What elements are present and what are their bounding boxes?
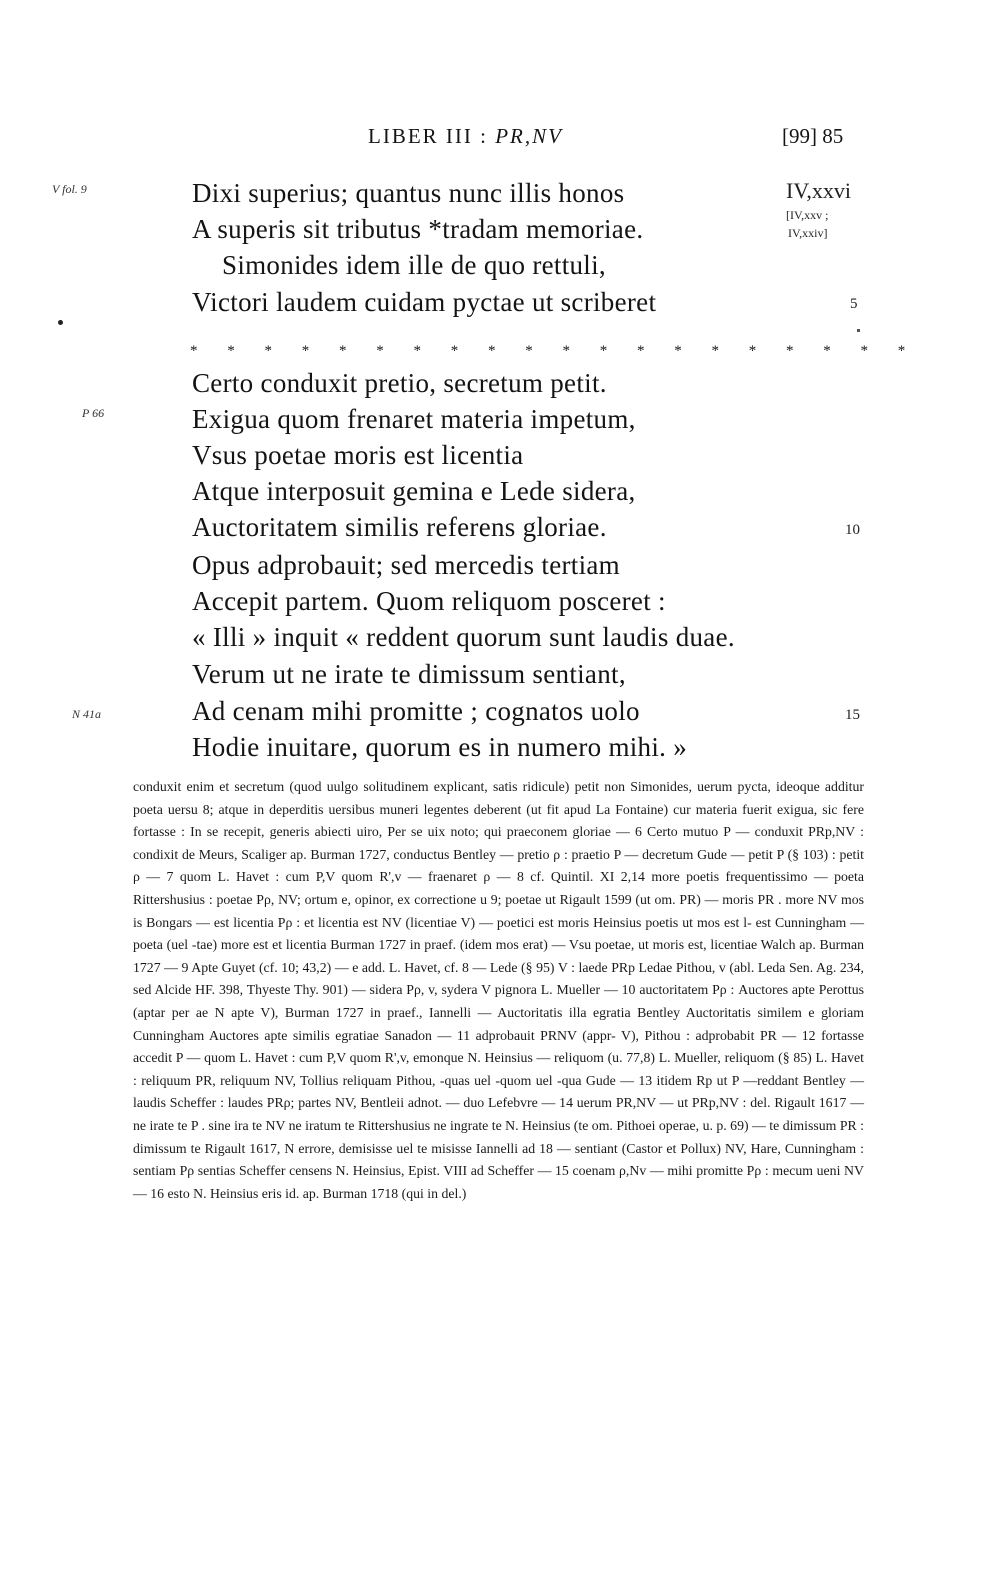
margin-ref-right: [IV,xxv ; bbox=[786, 208, 829, 222]
verse-line: Ad cenam mihi promitte ; cognatos uolo bbox=[192, 696, 640, 726]
margin-mark bbox=[857, 329, 860, 332]
verse-line: Atque interposuit gemina e Lede sidera, bbox=[192, 476, 636, 506]
running-title bbox=[368, 124, 563, 149]
page-number: [99] 85 bbox=[782, 124, 844, 148]
verse-line: Vsus poetae moris est licentia bbox=[192, 440, 524, 470]
margin-ref-right: IV,xxvi bbox=[786, 178, 851, 203]
margin-mark bbox=[58, 320, 63, 325]
verse-line: A superis sit tributus *tradam memoriae. bbox=[192, 214, 644, 244]
running-header bbox=[0, 124, 1000, 154]
verse-line: Hodie inuitare, quorum es in numero mihi. » bbox=[192, 732, 688, 762]
verse-line: Exigua quom frenaret materia impetum, bbox=[192, 404, 636, 434]
margin-note-left: V fol. 9 bbox=[52, 182, 87, 196]
line-number: 5 bbox=[850, 296, 858, 312]
verse-line: Verum ut ne irate te dimissum sentiant, bbox=[192, 659, 626, 689]
verse-line: Victori laudem cuidam pyctae ut scriberet bbox=[192, 287, 657, 317]
verse-line: Auctoritatem similis referens gloriae. bbox=[192, 512, 607, 542]
running-title-sigla: PR,NV bbox=[495, 124, 563, 148]
verse-line: Accepit partem. Quom reliquom posceret : bbox=[192, 586, 666, 616]
line-number: 15 bbox=[845, 707, 860, 723]
line-number: 10 bbox=[845, 522, 860, 538]
margin-note-left: N 41a bbox=[72, 707, 102, 721]
running-title-text: LIBER III : bbox=[368, 124, 496, 148]
verse-line: Opus adprobauit; sed mercedis tertiam bbox=[192, 550, 620, 580]
verse-line: « Illi » inquit « reddent quorum sunt laudis duae. bbox=[192, 622, 735, 652]
margin-ref-right: IV,xxiv] bbox=[788, 226, 828, 240]
verse-line: Dixi superius; quantus nunc illis honos bbox=[192, 178, 625, 208]
margin-note-left: P 66 bbox=[82, 406, 105, 420]
verse-line: Simonides idem ille de quo rettuli, bbox=[222, 250, 606, 280]
critical-apparatus: conduxit enim et secretum (quod uulgo solitudinem explicant, satis ridicule) petit non Simonides, uerum pycta, ideoque additur poeta uersu 8; atque in deperditis uersibus muneri legentes deberent (ut fit apud La Fontaine) cur materia fuerit exigua, sic fere fortasse : In se recepit, generis abiecti uiro, Per se uix noto; qui praeconem gloriae — 6 Certo mutuo P — conduxit PRp,NV : condixit de Meurs, Scaliger ap. Burman 1727, conductus Bentley — pretio ρ : praetio P — decretum Gude — petit P (§ 103) : petit ρ — 7 quom L. Havet : cum P,V quom R',v — fraenaret ρ — 8 cf. Quintil. XI 2,14 more poetis frequentissimo — poeta Rittershusius : poetae Pρ, NV; ortum e, opinor, ex correctione u 9; poetae ut Rigault 1599 (ut om. PR) — moris PR . more NV mos is Bongars — est licentia Pρ : et licentia est NV (licentiae V) — poetici est moris Heinsius poetis ut mos est l- est Cunningham — poeta (uel -tae) more est et licentia Burman 1727 in praef. (idem mos erat) — Vsu poetae, ut moris est, licentiae Walch ap. Burman 1727 — 9 Apte Guyet (cf. 10; 43,2) — e add. L. Havet, cf. 8 — Lede (§ 95) V : laede PRp Ledae Pithou, v (abl. Leda Sen. Ag. 234, sed Alcide HF. 398, Thyeste Thy. 901) — sidera Pρ, v, sydera V pignora L. Mueller — 10 auctoritatem Pρ : Auctores apte Perottus (aptar per ae N apte V), Burman 1727 in praef., Iannelli — Auctoritatis illa egratia Bentley Auctoritatis similem e gloriam Cunningham Auctores apte similis egratiae Sanadon — 11 adprobauit PRNV (appr- V), Pithou : adprobabit PR — 12 fortasse accedit P — quom L. Havet : cum P,V quom R',v, emonque N. Heinsius — reliquom (u. 77,8) L. Mueller, reliquom (§ 85) L. Havet : reliquum PR, reliquum NV, Tollius reliquam Pithou, -quas uel -quom uel -qua Gude — 13 itidem Rp ut P —reddant Bentley — laudis Scheffer : laudes PRρ; partes NV, Bentleii adnot. — duo Lefebvre — 14 uerum PR,NV — ut PRp,NV : del. Rigault 1617 — ne irate te P . sine ira te NV ne iratum te Rittershusius ne ingrate te N. Heinsius (te om. Pithoei operae, u. p. 69) — te dimissum PR : dimissum te Rigault 1617, N errore, demisisse uel te misisse Iannelli ad 18 — sentiant (Castor et Pollux) NV, Hare, Cunningham : sentiam Pρ sentias Scheffer censens N. Heinsius, Epist. VIII ad Scheffer — 15 coenam ρ,Nv — mihi promitte Pρ : mecum ueni NV — 16 esto N. Heinsius eris id. ap. Burman 1718 (qui in del.) bbox=[133, 779, 864, 1201]
verse-line: Certo conduxit pretio, secretum petit. bbox=[192, 368, 607, 398]
lacuna-marker: * * * * * * * * * * * * * * * * * * * * bbox=[190, 343, 919, 359]
